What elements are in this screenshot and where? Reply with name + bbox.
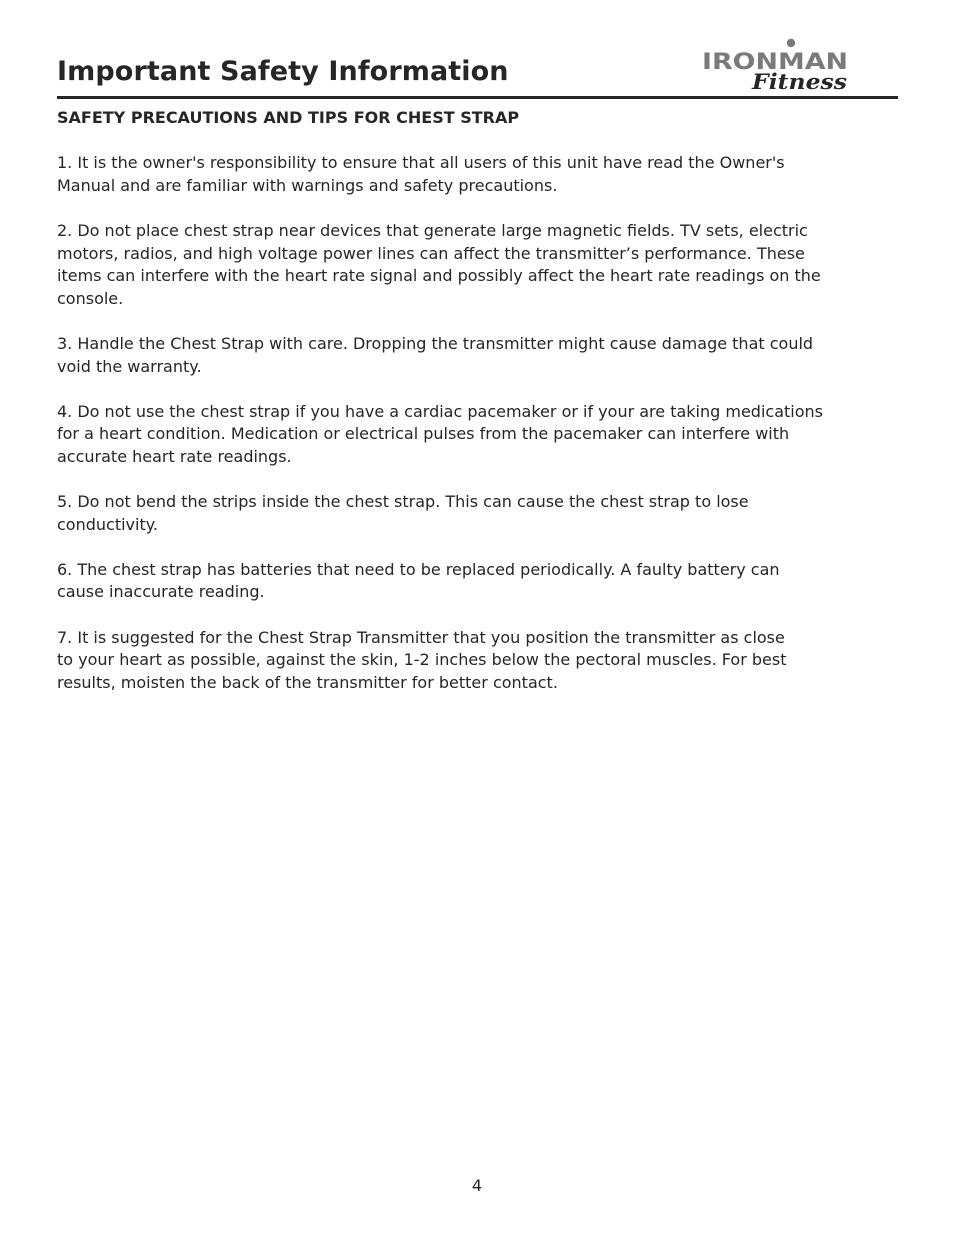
page-number: 4 — [471, 1176, 483, 1195]
safety-item-1 — [57, 152, 902, 197]
item-line: motors, radios, and high voltage power lines can affect the transmitter’s performance. These — [57, 243, 805, 263]
safety-item-7 — [57, 627, 902, 695]
item-line: 5. Do not bend the strips inside the chest strap. This can cause the chest strap to lose — [57, 492, 749, 512]
safety-item-2 — [57, 220, 902, 310]
main-content — [57, 107, 902, 717]
logo-script: Fitness — [750, 69, 848, 94]
item-line: accurate heart rate readings. — [57, 446, 292, 466]
item-line: 6. The chest strap has batteries that need to be replaced periodically. A faulty battery can — [57, 559, 780, 579]
section-heading: SAFETY PRECAUTIONS AND TIPS FOR CHEST STRAP — [57, 108, 520, 127]
item-line: 4. Do not use the chest strap if you have a cardiac pacemaker or if your are taking medications — [57, 401, 823, 421]
logo-wordmark: IRONMAN — [702, 50, 848, 75]
page-title: Important Safety Information — [57, 56, 509, 87]
item-line: console. — [57, 288, 124, 308]
safety-item-4 — [57, 401, 902, 469]
item-line: cause inaccurate reading. — [57, 582, 265, 602]
safety-item-6 — [57, 559, 902, 604]
item-line: 2. Do not place chest strap near devices that generate large magnetic fields. TV sets, electric — [57, 220, 808, 240]
item-line: results, moisten the back of the transmitter for better contact. — [57, 672, 558, 692]
ironman-fitness-logo — [700, 36, 855, 96]
safety-item-5 — [57, 491, 902, 536]
item-line: 3. Handle the Chest Strap with care. Dropping the transmitter might cause damage that could — [57, 333, 814, 353]
item-line: void the warranty. — [57, 356, 202, 376]
safety-item-3 — [57, 333, 902, 378]
header-rule — [57, 96, 898, 99]
item-line: for a heart condition. Medication or electrical pulses from the pacemaker can interfere with — [57, 424, 790, 444]
item-line: Manual and are familiar with warnings and safety precautions. — [57, 175, 558, 195]
item-line: 7. It is suggested for the Chest Strap Transmitter that you position the transmitter as close — [57, 627, 785, 647]
item-line: to your heart as possible, against the skin, 1-2 inches below the pectoral muscles. For best — [57, 650, 787, 670]
item-line: conductivity. — [57, 514, 158, 534]
item-line: 1. It is the owner's responsibility to ensure that all users of this unit have read the Owner's — [57, 153, 785, 173]
item-line: items can interfere with the heart rate signal and possibly affect the heart rate readings on the — [57, 266, 821, 286]
